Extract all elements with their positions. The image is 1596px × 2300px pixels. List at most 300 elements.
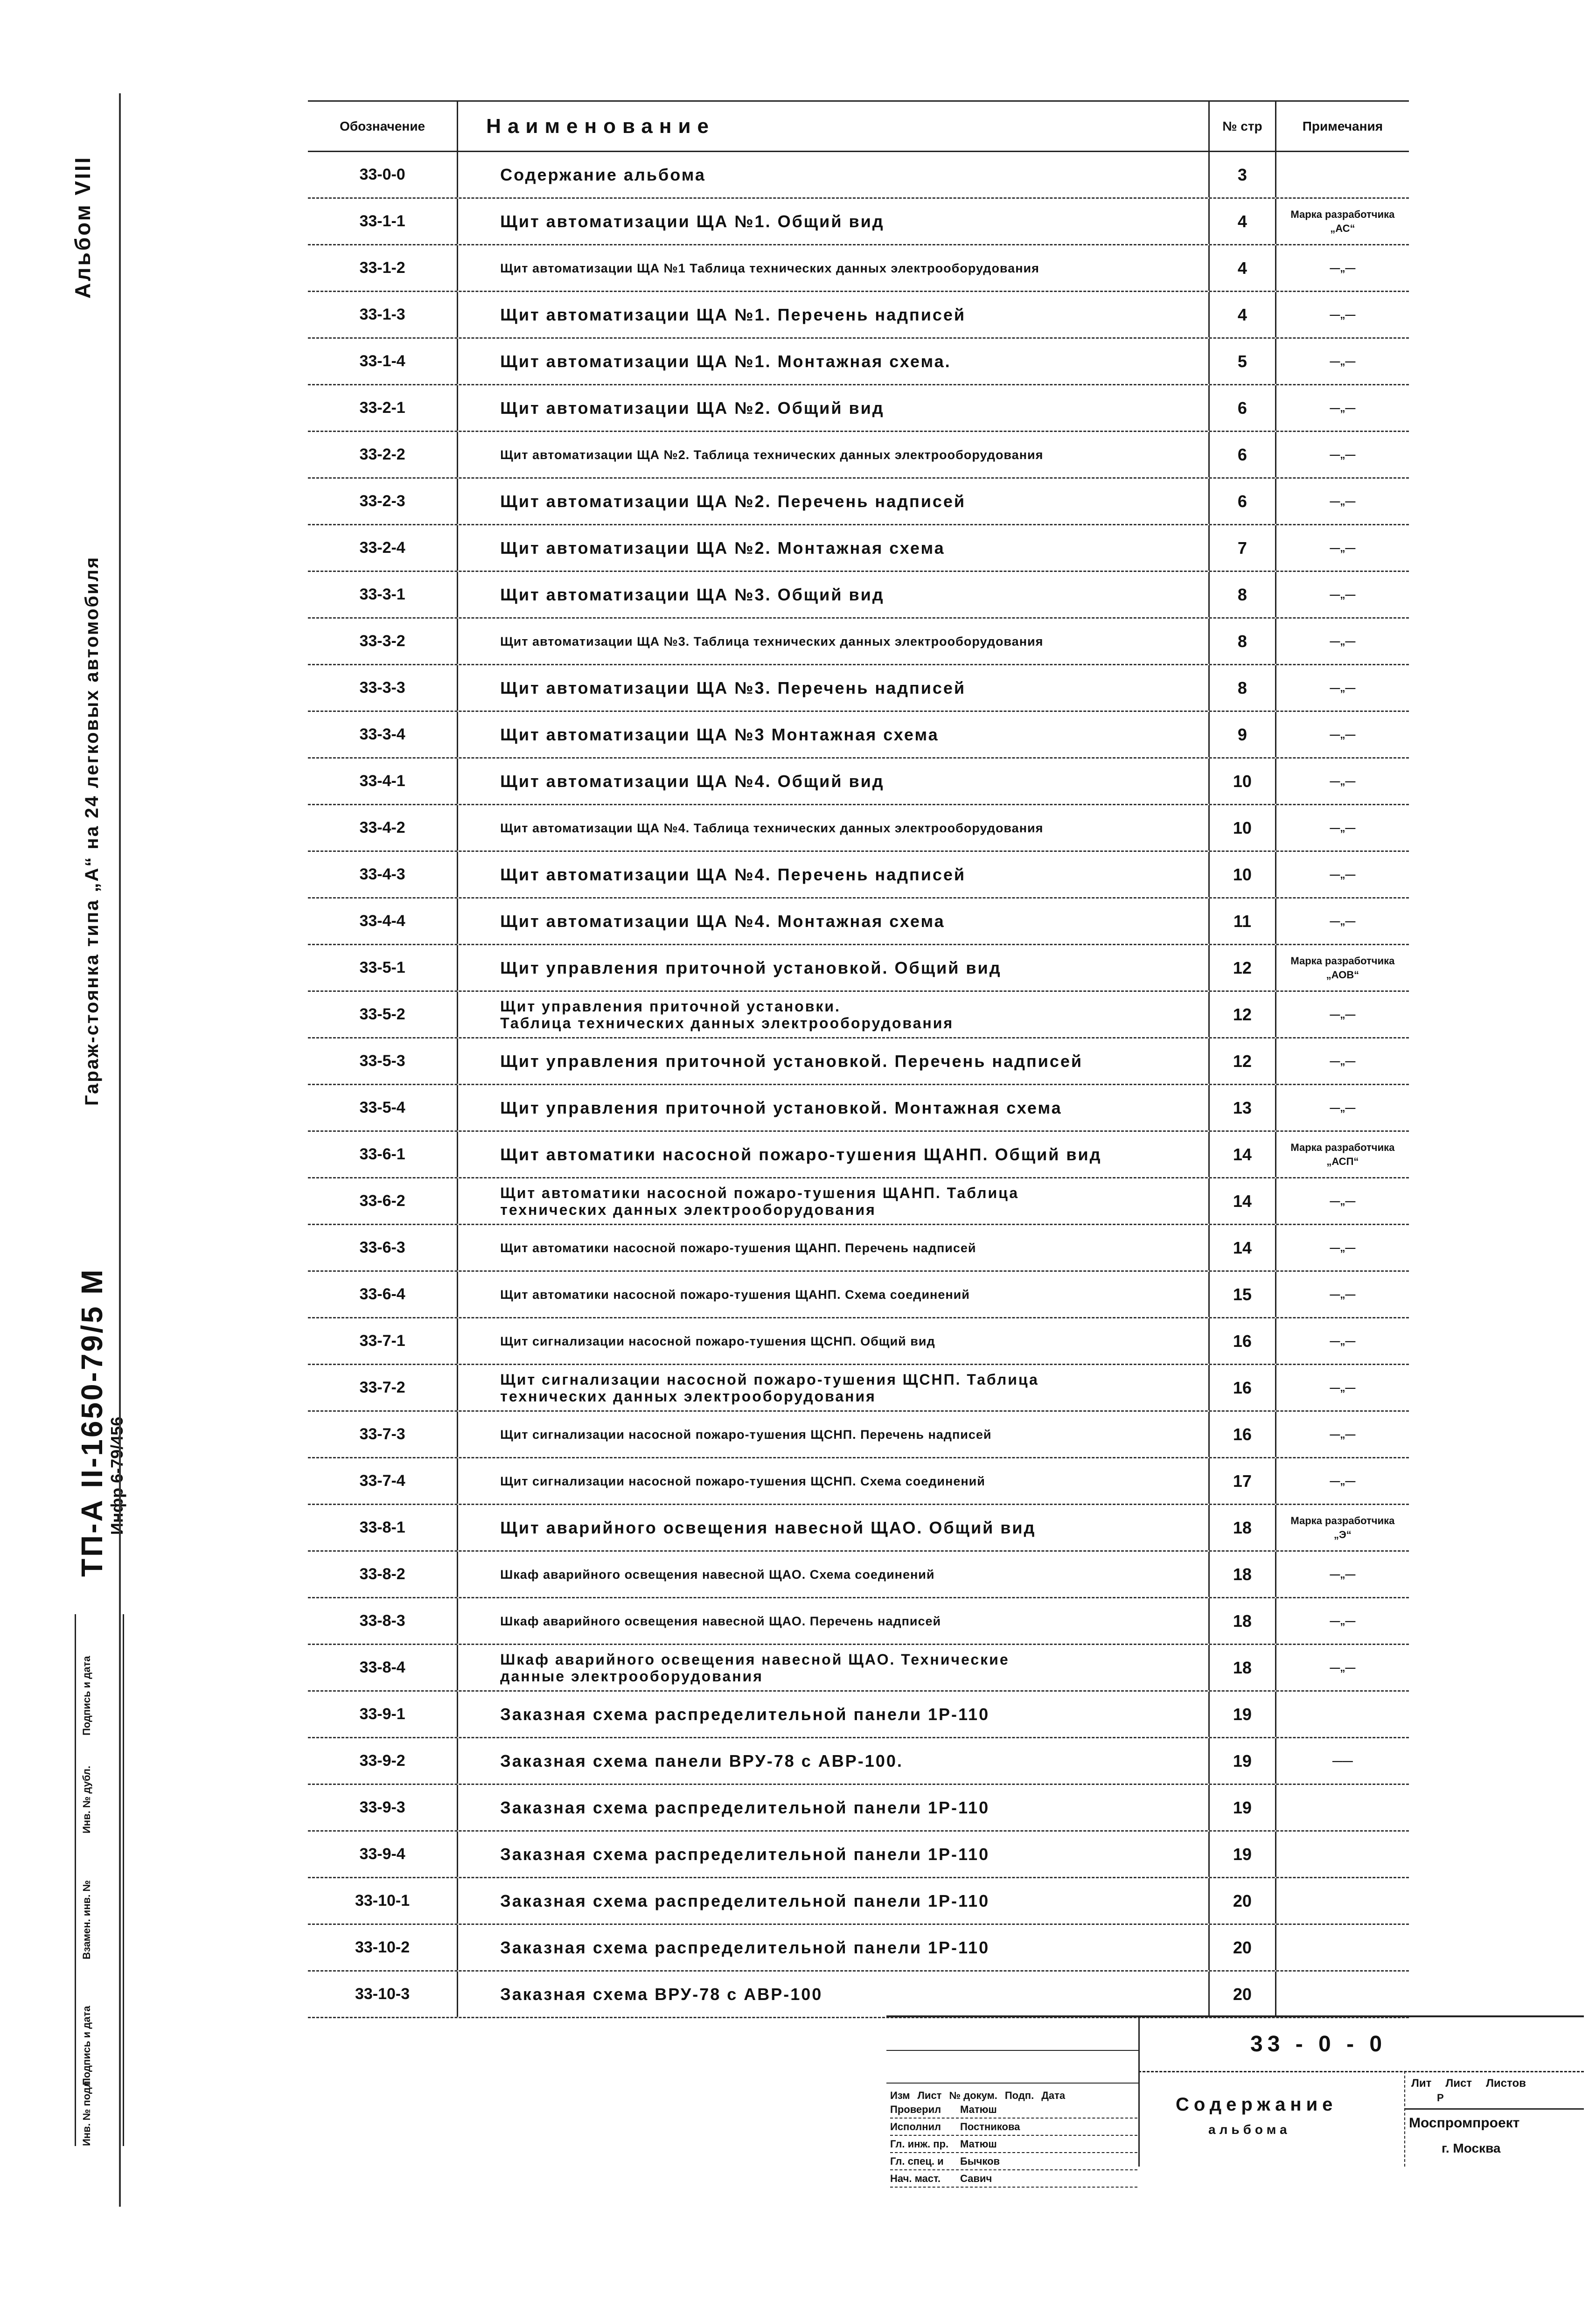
- note-line: —„—: [1330, 588, 1356, 600]
- designation-cell: 33-8-2: [308, 1552, 458, 1597]
- table-row: [308, 1738, 1409, 1785]
- note-cell: [1276, 1645, 1409, 1690]
- page-cell: 18: [1210, 1552, 1276, 1597]
- name-line: Содержание альбома: [500, 165, 706, 184]
- designation-cell: 33-7-2: [308, 1365, 458, 1410]
- designation-cell: 33-5-1: [308, 945, 458, 990]
- document-code: 33 - 0 - 0: [1250, 2032, 1387, 2056]
- staff-role: Нач. маст.: [890, 2172, 941, 2184]
- designation-cell: 33-1-2: [308, 245, 458, 291]
- note-cell: [1276, 1365, 1409, 1410]
- staff-name: Матюш: [960, 2138, 997, 2150]
- note-line: Марка разработчика: [1290, 1141, 1395, 1153]
- note-line: Марка разработчика: [1290, 208, 1395, 220]
- designation-cell: 33-2-4: [308, 525, 458, 571]
- stamp-field: Инв. № дубл.: [81, 1765, 92, 1833]
- staff-row: [890, 2101, 1137, 2119]
- lit-value: Р: [1437, 2092, 1444, 2104]
- page-cell: 13: [1210, 1085, 1276, 1130]
- note-line: —„—: [1330, 868, 1356, 880]
- note-line: —„—: [1330, 308, 1356, 321]
- table-row: [308, 1972, 1409, 2018]
- name-cell: [458, 805, 1210, 850]
- table-row: [308, 152, 1409, 199]
- designation-cell: 33-9-3: [308, 1785, 458, 1830]
- table-row: [308, 1878, 1409, 1925]
- name-line: Заказная схема распределительной панели 1Р-110: [500, 1798, 990, 1817]
- designation-cell: 33-1-4: [308, 339, 458, 384]
- table-row: [308, 1318, 1409, 1365]
- name-cell: [458, 665, 1210, 711]
- name-line: технических данных электрооборудования: [500, 1387, 876, 1405]
- note-cell: [1276, 665, 1409, 711]
- name-line: Щит сигнализации насосной пожаро-тушения ЩСНП. Перечень надписей: [500, 1427, 992, 1442]
- note-line: —„—: [1330, 1615, 1356, 1627]
- note-line: —„—: [1330, 915, 1356, 927]
- project-code: ТП-А II-1650-79/5 М: [75, 1268, 109, 1577]
- name-line: Щит автоматизации ЩА №1 Таблица технических данных электрооборудования: [500, 261, 1039, 275]
- note-cell: [1276, 1552, 1409, 1597]
- designation-cell: 33-4-4: [308, 899, 458, 944]
- name-cell: [458, 1972, 1210, 2017]
- note-cell: [1276, 1132, 1409, 1177]
- name-line: Щит автоматизации ЩА №4. Общий вид: [500, 771, 885, 791]
- page-cell: 20: [1210, 1925, 1276, 1970]
- page-cell: 14: [1210, 1132, 1276, 1177]
- table-row: [308, 665, 1409, 712]
- note-cell: [1276, 945, 1409, 990]
- header-note: Примечания: [1302, 118, 1383, 133]
- table-row: [308, 1552, 1409, 1598]
- name-line: Щит аварийного освещения навесной ЩАО. Общий вид: [500, 1518, 1036, 1537]
- designation-cell: 33-4-2: [308, 805, 458, 850]
- page-cell: 6: [1210, 432, 1276, 477]
- note-line: —„—: [1330, 355, 1356, 367]
- name-line: Щит управления приточной установки.: [500, 997, 841, 1015]
- designation-cell: 33-8-3: [308, 1598, 458, 1644]
- name-cell: [458, 619, 1210, 664]
- table-row: [308, 1598, 1409, 1645]
- note-cell: [1276, 805, 1409, 850]
- page-cell: 19: [1210, 1832, 1276, 1877]
- col-label: Изм: [890, 2089, 910, 2101]
- note-cell: [1276, 1038, 1409, 1084]
- note-cell: [1276, 152, 1409, 197]
- header-name: Наименование: [458, 102, 1210, 151]
- designation-cell: 33-1-1: [308, 199, 458, 244]
- page-cell: 11: [1210, 899, 1276, 944]
- note-cell: [1276, 1598, 1409, 1644]
- designation-cell: 33-8-1: [308, 1505, 458, 1550]
- staff-role: Гл. инж. пр.: [890, 2138, 949, 2150]
- note-line: —„—: [1330, 402, 1356, 414]
- designation-cell: 33-10-1: [308, 1878, 458, 1924]
- name-line: Щит автоматики насосной пожаро-тушения ЩАНП. Перечень надписей: [500, 1241, 976, 1255]
- city: г. Москва: [1442, 2141, 1501, 2155]
- name-line: Шкаф аварийного освещения навесной ЩАО. Перечень надписей: [500, 1614, 941, 1628]
- designation-cell: 33-5-4: [308, 1085, 458, 1130]
- note-line: „АС“: [1330, 222, 1355, 234]
- page-cell: 17: [1210, 1458, 1276, 1504]
- designation-cell: 33-3-1: [308, 572, 458, 617]
- note-cell: [1276, 525, 1409, 571]
- designation-cell: 33-3-3: [308, 665, 458, 711]
- name-cell: [458, 1645, 1210, 1690]
- table-row: [308, 712, 1409, 759]
- col-label: Дата: [1041, 2089, 1066, 2101]
- name-line: Щит управления приточной установкой. Монтажная схема: [500, 1098, 1062, 1117]
- name-line: Щит автоматики насосной пожаро-тушения ЩАНП. Общий вид: [500, 1144, 1102, 1164]
- page-cell: 16: [1210, 1365, 1276, 1410]
- designation-cell: 33-4-3: [308, 852, 458, 897]
- page-cell: 18: [1210, 1598, 1276, 1644]
- page-cell: 12: [1210, 992, 1276, 1037]
- name-line: Щит автоматизации ЩА №4. Перечень надписей: [500, 864, 966, 884]
- table-row: [308, 1132, 1409, 1178]
- page-cell: 9: [1210, 712, 1276, 757]
- designation-cell: 33-6-2: [308, 1178, 458, 1224]
- designation-cell: 33-5-2: [308, 992, 458, 1037]
- sheet-label: Лист: [1445, 2077, 1472, 2090]
- organization: Моспромпроект: [1409, 2115, 1520, 2131]
- designation-cell: 33-6-1: [308, 1132, 458, 1177]
- staff-name: Матюш: [960, 2103, 997, 2115]
- name-line: Щит автоматизации ЩА №2. Перечень надписей: [500, 491, 966, 511]
- name-cell: [458, 1505, 1210, 1550]
- name-line: Заказная схема распределительной панели 1Р-110: [500, 1704, 990, 1724]
- sheet-title: Содержание: [1176, 2094, 1338, 2115]
- note-cell: [1276, 292, 1409, 337]
- staff-row: [890, 2153, 1137, 2170]
- page-cell: 16: [1210, 1318, 1276, 1364]
- name-cell: [458, 899, 1210, 944]
- name-line: Щит управления приточной установкой. Перечень надписей: [500, 1051, 1083, 1071]
- page-cell: 19: [1210, 1785, 1276, 1830]
- name-line: Заказная схема панели ВРУ-78 с АВР-100.: [500, 1751, 903, 1770]
- page-cell: 14: [1210, 1178, 1276, 1224]
- designation-cell: 33-7-1: [308, 1318, 458, 1364]
- table-row: [308, 1178, 1409, 1225]
- stamp-box: [75, 1614, 124, 2146]
- stamp-field: Взамен. инв. №: [81, 1880, 92, 1959]
- album-label: Альбом VIII: [70, 155, 95, 299]
- note-line: —„—: [1330, 775, 1356, 787]
- note-cell: [1276, 1692, 1409, 1737]
- note-line: —„—: [1330, 728, 1356, 740]
- note-line: —„—: [1330, 1195, 1356, 1207]
- note-line: —„—: [1330, 1381, 1356, 1394]
- note-line: —„—: [1330, 1475, 1356, 1487]
- table-row: [308, 1832, 1409, 1878]
- name-line: Щит автоматизации ЩА №2. Таблица технических данных электрооборудования: [500, 447, 1044, 462]
- name-cell: [458, 992, 1210, 1037]
- name-line: Щит автоматизации ЩА №1. Перечень надписей: [500, 305, 966, 324]
- name-cell: [458, 479, 1210, 524]
- name-cell: [458, 1225, 1210, 1270]
- staff-name: Савич: [960, 2172, 992, 2184]
- designation-cell: 33-4-1: [308, 759, 458, 804]
- page-cell: 6: [1210, 479, 1276, 524]
- designation-cell: 33-6-4: [308, 1272, 458, 1317]
- designation-cell: 33-2-1: [308, 385, 458, 431]
- name-line: Заказная схема ВРУ-78 с АВР-100: [500, 1984, 823, 2004]
- name-cell: [458, 945, 1210, 990]
- name-line: Щит автоматизации ЩА №3. Перечень надписей: [500, 678, 966, 697]
- designation-cell: 33-3-2: [308, 619, 458, 664]
- name-line: Щит автоматизации ЩА №3. Общий вид: [500, 585, 885, 604]
- note-line: —„—: [1330, 682, 1356, 694]
- page-cell: 15: [1210, 1272, 1276, 1317]
- name-cell: [458, 1178, 1210, 1224]
- note-cell: [1276, 199, 1409, 244]
- designation-cell: 33-3-4: [308, 712, 458, 757]
- name-cell: [458, 759, 1210, 804]
- sheet-info: [1411, 2077, 1526, 2090]
- note-line: —„—: [1330, 1055, 1356, 1067]
- name-line: данные электрооборудования: [500, 1667, 763, 1685]
- page-cell: 18: [1210, 1645, 1276, 1690]
- stamp-field: Подпись и дата: [81, 1656, 92, 1735]
- stamp-field: Инв. № подл.: [81, 2078, 92, 2146]
- sheet-subtitle: альбома: [1208, 2122, 1291, 2137]
- note-cell: [1276, 572, 1409, 617]
- table-row: [308, 1038, 1409, 1085]
- designation-cell: 33-10-2: [308, 1925, 458, 1970]
- page-cell: 8: [1210, 619, 1276, 664]
- name-line: Щит сигнализации насосной пожаро-тушения ЩСНП. Таблица: [500, 1371, 1039, 1388]
- name-cell: [458, 1832, 1210, 1877]
- name-cell: [458, 1598, 1210, 1644]
- header-page: № стр: [1210, 102, 1276, 151]
- page-cell: 16: [1210, 1412, 1276, 1457]
- staff-role: Гл. спец. и: [890, 2155, 944, 2167]
- note-line: —„—: [1330, 262, 1356, 274]
- table-row: [308, 619, 1409, 665]
- name-line: Щит автоматизации ЩА №4. Монтажная схема: [500, 911, 945, 931]
- name-line: Щит автоматики насосной пожаро-тушения ЩАНП. Схема соединений: [500, 1287, 970, 1302]
- staff-row: [890, 2170, 1137, 2188]
- name-cell: [458, 385, 1210, 431]
- note-line: Марка разработчика: [1290, 955, 1395, 967]
- designation-cell: 33-10-3: [308, 1972, 458, 2017]
- name-cell: [458, 152, 1210, 197]
- table-row: [308, 1225, 1409, 1272]
- note-cell: [1276, 432, 1409, 477]
- note-line: —„—: [1330, 1428, 1356, 1440]
- table-row: [308, 1458, 1409, 1505]
- page-cell: 4: [1210, 292, 1276, 337]
- page-cell: 4: [1210, 245, 1276, 291]
- name-cell: [458, 339, 1210, 384]
- table-row: [308, 479, 1409, 525]
- name-cell: [458, 1365, 1210, 1410]
- page-cell: 8: [1210, 665, 1276, 711]
- table-row: [308, 525, 1409, 572]
- name-cell: [458, 572, 1210, 617]
- name-cell: [458, 1272, 1210, 1317]
- table-row: [308, 572, 1409, 619]
- name-cell: [458, 1132, 1210, 1177]
- table-header: [308, 102, 1409, 152]
- page-cell: 12: [1210, 945, 1276, 990]
- page-cell: 20: [1210, 1878, 1276, 1924]
- table-row: [308, 899, 1409, 945]
- table-row: [308, 432, 1409, 479]
- name-line: Щит автоматизации ЩА №1. Монтажная схема.: [500, 351, 951, 371]
- col-label: № докум.: [949, 2089, 997, 2101]
- name-cell: [458, 1458, 1210, 1504]
- note-cell: [1276, 1458, 1409, 1504]
- inventory-number: Инфр 6-79/456: [107, 1416, 126, 1535]
- note-cell: [1276, 1738, 1409, 1784]
- note-cell: [1276, 1412, 1409, 1457]
- table-row: [308, 199, 1409, 245]
- staff-role: Исполнил: [890, 2120, 941, 2133]
- name-line: Заказная схема распределительной панели 1Р-110: [500, 1844, 990, 1864]
- name-line: Щит сигнализации насосной пожаро-тушения ЩСНП. Общий вид: [500, 1334, 935, 1348]
- note-line: „АОВ“: [1326, 969, 1359, 981]
- note-line: Марка разработчика: [1290, 1514, 1395, 1526]
- name-line: Заказная схема распределительной панели 1Р-110: [500, 1938, 990, 1957]
- note-cell: [1276, 1318, 1409, 1364]
- page-cell: 4: [1210, 199, 1276, 244]
- project-title: Гараж-стоянка типа „А“ на 24 легковых автомобиля: [82, 556, 102, 1106]
- contents-table: [308, 100, 1409, 2018]
- table-row: [308, 1505, 1409, 1552]
- note-cell: [1276, 1832, 1409, 1877]
- page-cell: 8: [1210, 572, 1276, 617]
- page-cell: 12: [1210, 1038, 1276, 1084]
- name-line: Щит автоматизации ЩА №3 Монтажная схема: [500, 725, 939, 744]
- staff-name: Бычков: [960, 2155, 1000, 2167]
- table-row: [308, 292, 1409, 339]
- name-cell: [458, 1318, 1210, 1364]
- name-line: Щит автоматизации ЩА №4. Таблица технических данных электрооборудования: [500, 821, 1044, 835]
- name-line: Шкаф аварийного освещения навесной ЩАО. Схема соединений: [500, 1567, 935, 1582]
- name-cell: [458, 245, 1210, 291]
- page-cell: 10: [1210, 759, 1276, 804]
- page-cell: 20: [1210, 1972, 1276, 2017]
- name-line: Шкаф аварийного освещения навесной ЩАО. Технические: [500, 1651, 1010, 1668]
- note-cell: [1276, 1272, 1409, 1317]
- name-cell: [458, 1552, 1210, 1597]
- note-line: —„—: [1330, 542, 1356, 554]
- table-row: [308, 992, 1409, 1038]
- page-cell: 6: [1210, 385, 1276, 431]
- note-line: —„—: [1330, 1101, 1356, 1114]
- page-cell: 19: [1210, 1738, 1276, 1784]
- name-cell: [458, 1085, 1210, 1130]
- designation-cell: 33-8-4: [308, 1645, 458, 1690]
- name-cell: [458, 525, 1210, 571]
- name-cell: [458, 1692, 1210, 1737]
- page-cell: 10: [1210, 852, 1276, 897]
- note-cell: [1276, 852, 1409, 897]
- note-cell: [1276, 712, 1409, 757]
- note-cell: [1276, 1225, 1409, 1270]
- table-row: [308, 1412, 1409, 1458]
- name-cell: [458, 1738, 1210, 1784]
- note-cell: [1276, 245, 1409, 291]
- name-cell: [458, 1412, 1210, 1457]
- note-line: „Э“: [1334, 1528, 1352, 1540]
- name-line: Щит автоматизации ЩА №1. Общий вид: [500, 211, 885, 231]
- table-row: [308, 339, 1409, 385]
- note-cell: [1276, 1505, 1409, 1550]
- note-line: —„—: [1330, 1568, 1356, 1580]
- table-row: [308, 1925, 1409, 1972]
- title-block: [886, 2015, 1584, 2184]
- designation-cell: 33-7-4: [308, 1458, 458, 1504]
- name-line: Щит автоматизации ЩА №2. Общий вид: [500, 398, 885, 418]
- staff-role: Проверил: [890, 2103, 941, 2115]
- note-cell: [1276, 479, 1409, 524]
- table-row: [308, 245, 1409, 292]
- stamp-field: Подпись и дата: [81, 2006, 92, 2085]
- name-line: Щит автоматизации ЩА №2. Монтажная схема: [500, 538, 945, 558]
- note-cell: [1276, 759, 1409, 804]
- page-cell: 7: [1210, 525, 1276, 571]
- designation-cell: 33-9-4: [308, 1832, 458, 1877]
- sheets-label: Листов: [1486, 2077, 1526, 2090]
- name-cell: [458, 1038, 1210, 1084]
- designation-cell: 33-0-0: [308, 152, 458, 197]
- table-row: [308, 759, 1409, 805]
- note-line: ——: [1332, 1755, 1353, 1767]
- col-label: Подп.: [1004, 2089, 1034, 2101]
- table-row: [308, 1365, 1409, 1412]
- staff-name: Постникова: [960, 2120, 1020, 2133]
- table-row: [308, 1272, 1409, 1318]
- note-cell: [1276, 1785, 1409, 1830]
- revision-table: [886, 2017, 1140, 2184]
- designation-cell: 33-5-3: [308, 1038, 458, 1084]
- designation-cell: 33-2-3: [308, 479, 458, 524]
- note-line: —„—: [1330, 635, 1356, 647]
- name-line: Щит сигнализации насосной пожаро-тушения ЩСНП. Схема соединений: [500, 1474, 985, 1488]
- table-row: [308, 1645, 1409, 1692]
- name-line: Щит автоматизации ЩА №3. Таблица технических данных электрооборудования: [500, 634, 1044, 648]
- page-cell: 3: [1210, 152, 1276, 197]
- table-row: [308, 945, 1409, 992]
- note-cell: [1276, 1085, 1409, 1130]
- name-cell: [458, 432, 1210, 477]
- note-line: —„—: [1330, 1008, 1356, 1020]
- designation-cell: 33-1-3: [308, 292, 458, 337]
- page-cell: 14: [1210, 1225, 1276, 1270]
- name-cell: [458, 292, 1210, 337]
- lit-label: Лит: [1411, 2077, 1432, 2090]
- table-row: [308, 1085, 1409, 1132]
- note-cell: [1276, 1925, 1409, 1970]
- name-line: технических данных электрооборудования: [500, 1201, 876, 1218]
- note-cell: [1276, 385, 1409, 431]
- name-cell: [458, 712, 1210, 757]
- page-cell: 5: [1210, 339, 1276, 384]
- name-line: Таблица технических данных электрооборудования: [500, 1014, 954, 1032]
- table-row: [308, 1785, 1409, 1832]
- name-line: Щит управления приточной установкой. Общий вид: [500, 958, 1002, 977]
- note-cell: [1276, 1878, 1409, 1924]
- note-cell: [1276, 1178, 1409, 1224]
- table-row: [308, 385, 1409, 432]
- page-cell: 10: [1210, 805, 1276, 850]
- name-cell: [458, 1785, 1210, 1830]
- margin-line: [119, 93, 121, 2207]
- note-line: —„—: [1330, 448, 1356, 460]
- staff-row: [890, 2136, 1137, 2153]
- name-cell: [458, 1925, 1210, 1970]
